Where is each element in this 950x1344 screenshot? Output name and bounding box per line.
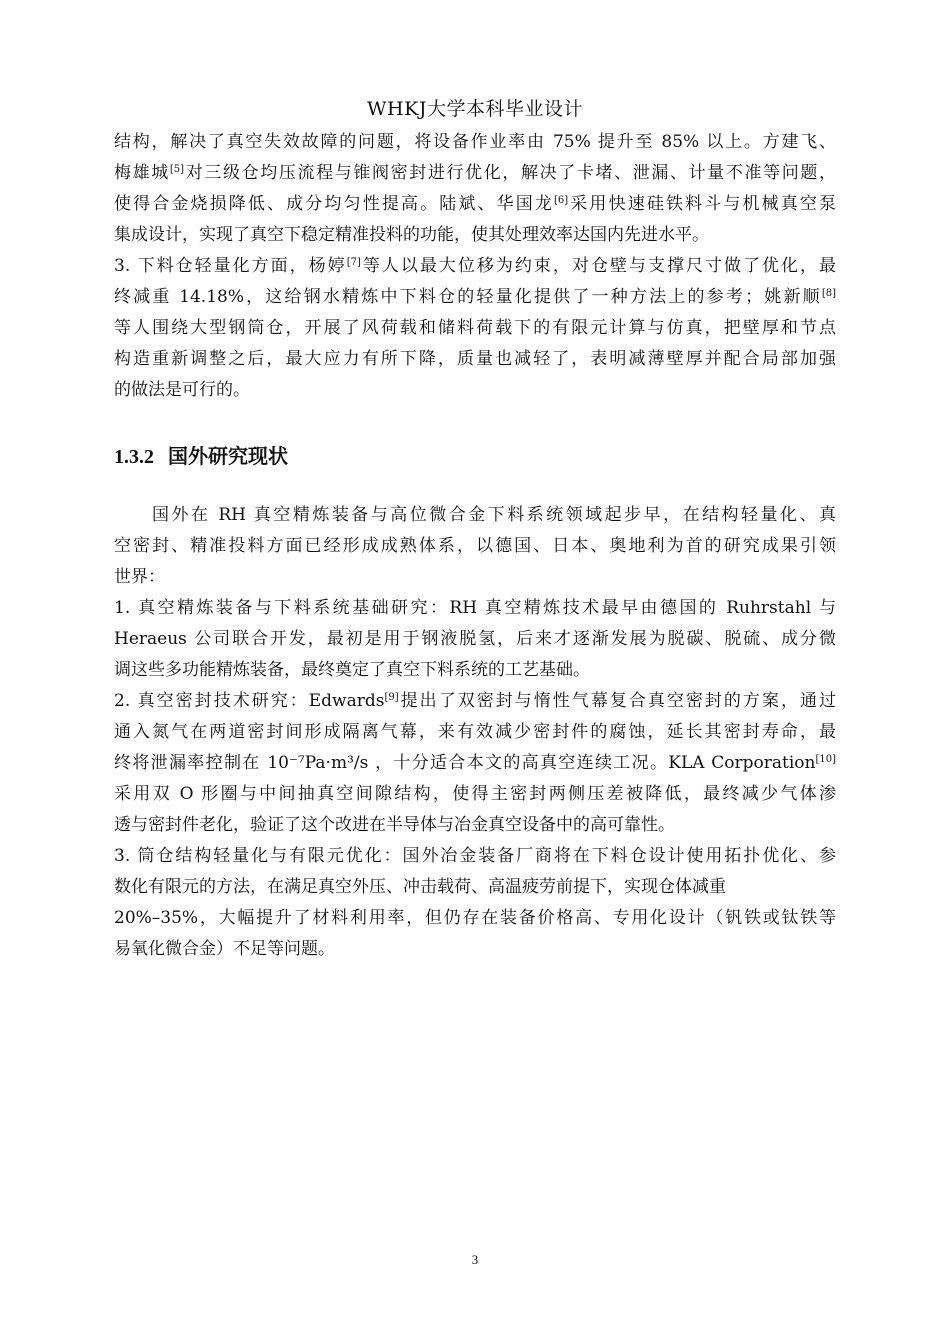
text-line: 透与密封件老化，验证了这个改进在半导体与冶金真空设备中的高可靠性。 <box>114 815 675 835</box>
text-line: 3. 下料仓轻量化方面，杨婷[7]等人以最大位移为约束，对仓壁与支撑尺寸做了优化，最 <box>114 256 836 276</box>
citation-marker: [6] <box>554 195 569 206</box>
text-line: 集成设计，实现了真空下稳定精准投料的功能，使其处理效率达国内先进水平。 <box>114 225 709 245</box>
text-line: 3. 筒仓结构轻量化与有限元优化：国外冶金装备厂商将在下料仓设计使用拓扑优化、参 <box>114 846 836 866</box>
section-number: 1.3.2 <box>114 446 154 468</box>
citation-marker: [8] <box>821 288 836 299</box>
text-line: 的做法是可行的。 <box>114 380 250 400</box>
paragraph-block-top <box>114 127 836 406</box>
text-line: 数化有限元的方法，在满足真空外压、冲击载荷、高温疲劳前提下，实现仓体减重 <box>114 877 726 897</box>
text-line: 通入氮气在两道密封间形成隔离气幕，来有效减少密封件的腐蚀，延长其密封寿命，最 <box>114 722 836 742</box>
text-line: Heraeus 公司联合开发，最初是用于钢液脱氢，后来才逐渐发展为脱碳、脱硫、成分微 <box>114 629 836 649</box>
text-line: 采用双 O 形圈与中间抽真空间隙结构，使得主密封两侧压差被降低，最终减少气体渗 <box>114 784 836 804</box>
citation-marker: [5] <box>169 164 185 175</box>
text-line: 调这些多功能精炼装备，最终奠定了真空下料系统的工艺基础。 <box>114 660 590 680</box>
citation-marker: [7] <box>346 257 361 268</box>
text-line: 20%–35%，大幅提升了材料利用率，但仍存在装备价格高、专用化设计（钒铁或钛铁等 <box>114 908 836 928</box>
citation-marker: [9] <box>384 692 399 703</box>
text-line: 终减重 14.18%，这给钢水精炼中下料仓的轻量化提供了一种方法上的参考；姚新顺[8] <box>114 287 836 307</box>
section-heading <box>114 440 288 469</box>
text-line: 终将泄漏率控制在 10⁻⁷Pa·m³/s ，十分适合本文的高真空连续工况。KLA Corporation[10] <box>114 753 836 773</box>
text-line: 国外在 RH 真空精炼装备与高位微合金下料系统领域起步早，在结构轻量化、真 <box>152 505 836 525</box>
text-line: 使得合金烧损降低、成分均匀性提高。陆斌、华国龙[6]采用快速硅铁料斗与机械真空泵 <box>114 194 836 214</box>
text-line: 1. 真空精炼装备与下料系统基础研究：RH 真空精炼技术最早由德国的 Ruhrstahl 与 <box>114 598 836 618</box>
text-line: 结构，解决了真空失效故障的问题，将设备作业率由 75% 提升至 85% 以上。方建飞、 <box>114 132 836 152</box>
page-number: 3 <box>471 1252 479 1267</box>
text-line: 世界： <box>114 567 165 587</box>
citation-marker: [10] <box>815 754 836 765</box>
text-line: 等人围绕大型钢筒仓，开展了风荷载和储料荷载下的有限元计算与仿真，把壁厚和节点 <box>114 318 836 338</box>
text-line: 2. 真空密封技术研究：Edwards[9]提出了双密封与惰性气幕复合真空密封的方案，通过 <box>114 691 836 711</box>
section-title: 国外研究现状 <box>168 444 288 468</box>
text-line: 空密封、精准投料方面已经形成成熟体系，以德国、日本、奥地利为首的研究成果引领 <box>114 536 836 556</box>
text-line: 构造重新调整之后，最大应力有所下降，质量也减轻了，表明减薄壁厚并配合局部加强 <box>114 349 836 369</box>
paragraph-block-main <box>114 500 836 965</box>
text-line: 易氧化微合金）不足等问题。 <box>114 939 335 959</box>
text-line: 梅雄城[5]对三级仓均压流程与锥阀密封进行优化，解决了卡堵、泄漏、计量不准等问题， <box>114 163 836 183</box>
page-header: WHKJ大学本科毕业设计 <box>367 98 583 120</box>
